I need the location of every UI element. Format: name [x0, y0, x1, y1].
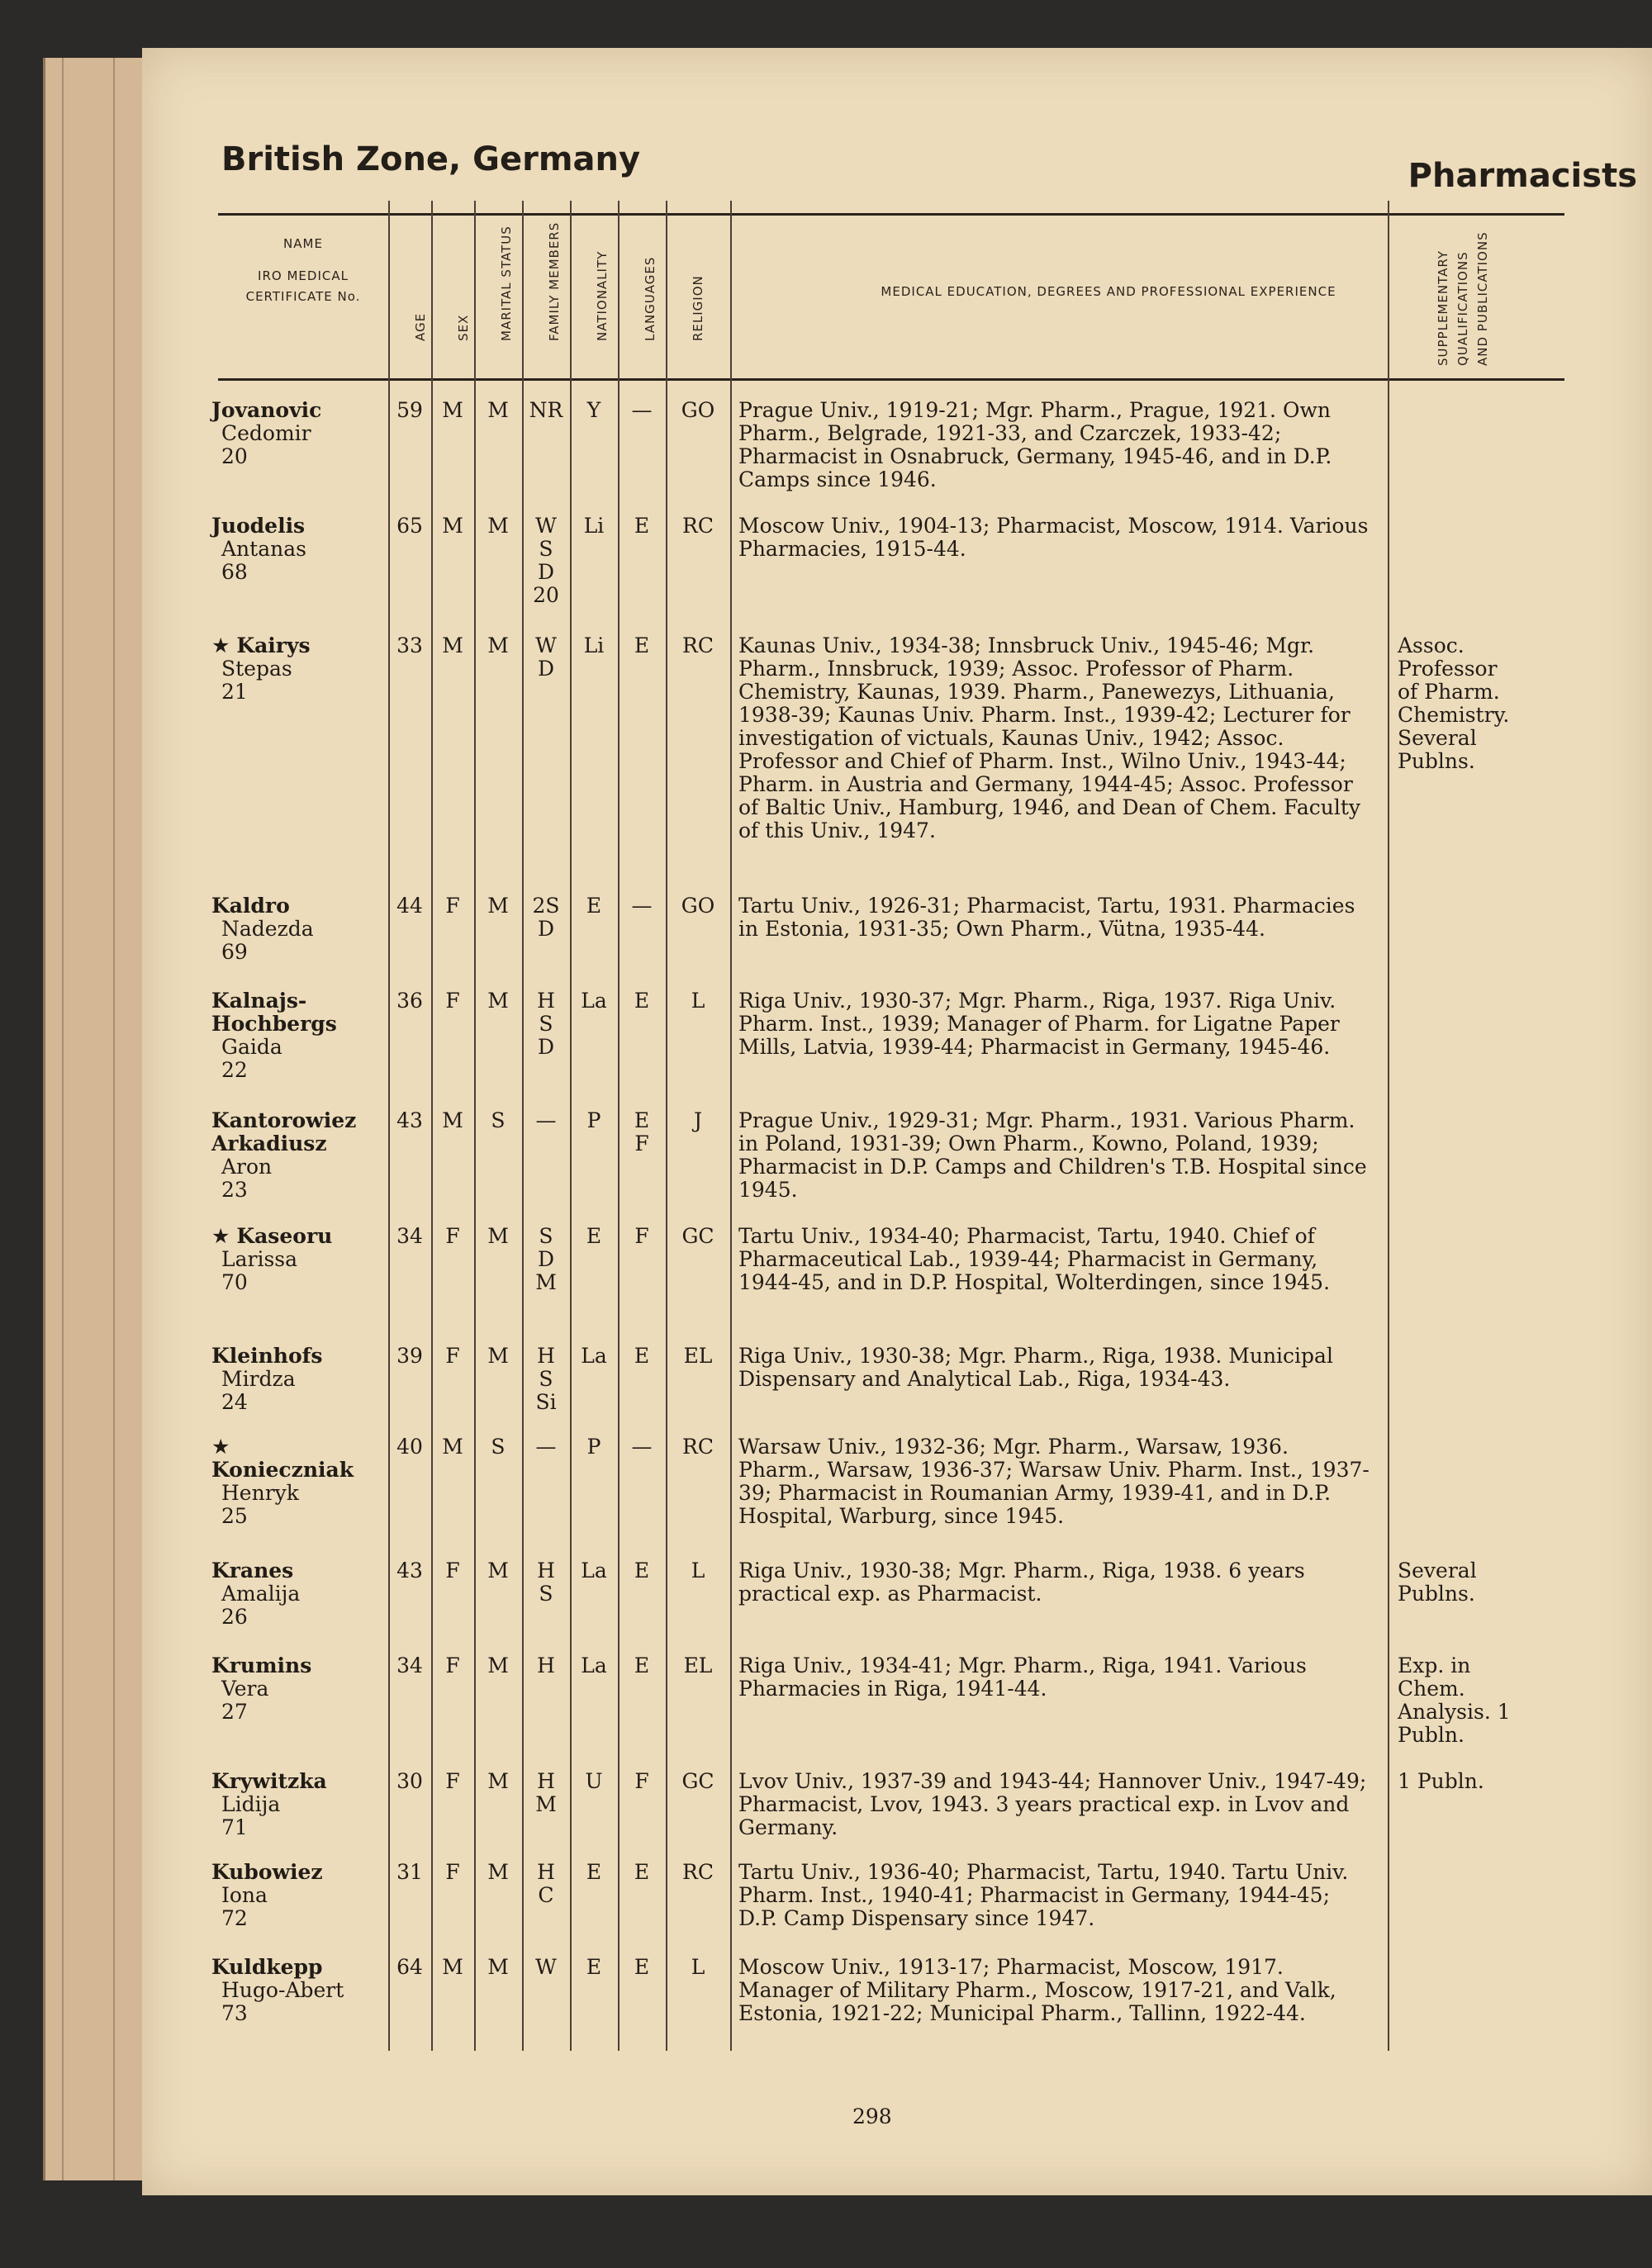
table-row — [142, 1435, 1652, 1559]
family-cell: H S D — [537, 989, 555, 1059]
nationality-cell: Y — [586, 398, 601, 422]
surname: Kaseoru — [236, 1224, 333, 1248]
languages-cell: E — [634, 989, 650, 1013]
languages-cell: F — [634, 1769, 649, 1793]
sex-cell: M — [442, 514, 463, 538]
age-cell: 44 — [396, 894, 423, 918]
surname: Krumins — [211, 1654, 312, 1677]
family-cell: W S D 20 — [533, 514, 559, 607]
family-cell: W — [535, 1955, 557, 1979]
age-cell: 65 — [396, 514, 423, 538]
religion-cell: RC — [682, 1860, 714, 1884]
languages-cell: E — [634, 514, 650, 538]
family-cell: H C — [537, 1860, 555, 1907]
sex-cell: F — [445, 894, 460, 918]
age-cell: 40 — [396, 1435, 423, 1459]
certificate-number: 20 — [221, 444, 248, 468]
family-cell: NR — [529, 398, 563, 422]
given-name: Cedomir — [221, 421, 311, 445]
supp-column-header-2: QUALIFICATIONS — [1455, 251, 1470, 366]
education-cell: Tartu Univ., 1926-31; Pharmacist, Tartu, 1931. Pharmacies in Estonia, 1931-35; Own Pharm., Vütna, 1935-44. — [738, 894, 1355, 941]
education-cell: Moscow Univ., 1904-13; Pharmacist, Moscow, 1914. Various Pharmacies, 1915-44. — [738, 514, 1369, 561]
religion-cell: L — [691, 1955, 705, 1979]
surname: Krywitzka — [211, 1769, 327, 1793]
education-cell: Kaunas Univ., 1934-38; Innsbruck Univ., 1945-46; Mgr. Pharm., Innsbruck, 1939; Assoc. Professor of Pharm. Chemistry, Kaunas, 1939. Pharm., Panewezys, Lithuania, 1938-39; Kaunas Univ. Pharm. Inst., 1939-42; Lecturer for investigation of victuals, Kaunas Univ., 1942; Assoc. Professor and Chief of Pharm. Inst., Wilno Univ., 1943-44; Pharm. in Austria and Germany, 1944-45; Assoc. Professor of Baltic Univ., Hamburg, 1946, and Dean of Chem. Faculty of this Univ., 1947. — [738, 633, 1361, 842]
given-name: Stepas — [221, 657, 292, 681]
supplementary-cell: Exp. in Chem. Analysis. 1 Publn. — [1398, 1654, 1511, 1747]
certificate-number: 71 — [221, 1815, 248, 1839]
age-cell: 30 — [396, 1769, 423, 1793]
star-marker: ★ — [211, 1435, 230, 1459]
sex-cell: F — [445, 989, 460, 1013]
languages-cell: E — [634, 1860, 650, 1884]
name-column-header: NAME IRO MEDICAL CERTIFICATE No. — [245, 236, 361, 304]
languages-cell: — — [631, 894, 653, 918]
education-cell: Riga Univ., 1930-38; Mgr. Pharm., Riga, 1938. Municipal Dispensary and Analytical Lab., Riga, 1934-43. — [738, 1344, 1333, 1391]
name-cell — [211, 894, 377, 964]
family-cell: — — [535, 1435, 557, 1459]
surname: Kleinhofs — [211, 1344, 323, 1368]
certificate-number: 25 — [221, 1504, 248, 1528]
star-marker: ★ — [211, 633, 230, 657]
nationality-cell: E — [586, 1955, 602, 1979]
surname: Kantorowiez Arkadiusz — [211, 1108, 357, 1155]
certificate-number: 68 — [221, 560, 248, 584]
certificate-number: 69 — [221, 940, 248, 964]
education-cell: Warsaw Univ., 1932-36; Mgr. Pharm., Warsaw, 1936. Pharm., Warsaw, 1936-37; Warsaw Univ. Pharm. Inst., 1937-39; Pharmacist in Roumanian Army, 1939-41, and in D.P. Hospital, Warburg, since 1945. — [738, 1435, 1370, 1528]
religion-cell: GC — [681, 1769, 714, 1793]
nationality-column-header: NATIONALITY — [595, 250, 610, 341]
name-cell — [211, 399, 377, 468]
age-cell: 43 — [396, 1559, 423, 1582]
marital-cell: M — [487, 1344, 509, 1368]
education-cell: Lvov Univ., 1937-39 and 1943-44; Hannover Univ., 1947-49; Pharmacist, Lvov, 1943. 3 years practical exp. in Lvov and Germany. — [738, 1769, 1367, 1839]
name-cell — [211, 1559, 377, 1629]
sex-cell: F — [445, 1769, 460, 1793]
surname: Jovanovic — [211, 398, 322, 422]
religion-cell: EL — [683, 1654, 713, 1677]
certificate-number: 73 — [221, 2001, 248, 2025]
religion-cell: GC — [681, 1224, 714, 1248]
page-number: 298 — [852, 2104, 892, 2128]
name-cell — [211, 1109, 377, 1202]
table-row — [142, 515, 1652, 634]
languages-cell: E — [634, 1654, 650, 1677]
nationality-cell: E — [586, 1224, 602, 1248]
certificate-number: 27 — [221, 1700, 248, 1724]
languages-cell: — — [631, 398, 653, 422]
age-cell: 31 — [396, 1860, 423, 1884]
supplementary-cell: Assoc. Professor of Pharm. Chemistry. Several Publns. — [1398, 633, 1510, 773]
table-row — [142, 1770, 1652, 1861]
religion-column-header: RELIGION — [691, 275, 705, 341]
religion-cell: EL — [683, 1344, 713, 1368]
religion-cell: GO — [681, 894, 715, 918]
languages-cell: E — [634, 633, 650, 657]
religion-cell: RC — [682, 1435, 714, 1459]
marital-cell: M — [487, 1955, 509, 1979]
sex-cell: F — [445, 1860, 460, 1884]
marital-cell: M — [487, 1654, 509, 1677]
certificate-number: 26 — [221, 1605, 248, 1629]
marital-cell: M — [487, 1769, 509, 1793]
certificate-number: 24 — [221, 1390, 248, 1414]
education-cell: Prague Univ., 1929-31; Mgr. Pharm., 1931. Various Pharm. in Poland, 1931-39; Own Pharm., Kowno, Poland, 1939; Pharmacist in D.P. Camps and Children's T.B. Hospital since 1945. — [738, 1108, 1367, 1202]
sex-cell: M — [442, 1955, 463, 1979]
nationality-cell: Li — [583, 633, 605, 657]
languages-column-header: LANGUAGES — [643, 256, 657, 341]
top-rule — [218, 213, 1564, 216]
marital-column-header: MARITAL STATUS — [499, 225, 514, 341]
family-cell: — — [535, 1108, 557, 1132]
nationality-cell: U — [585, 1769, 603, 1793]
religion-cell: J — [693, 1108, 703, 1132]
name-cell — [211, 634, 377, 704]
age-cell: 39 — [396, 1344, 423, 1368]
languages-cell: F — [634, 1224, 649, 1248]
table-row — [142, 399, 1652, 515]
name-cell — [211, 1345, 377, 1414]
languages-cell: — — [631, 1435, 653, 1459]
given-name: Lidija — [221, 1792, 281, 1816]
name-cell — [211, 515, 377, 584]
education-cell: Riga Univ., 1930-37; Mgr. Pharm., Riga, 1937. Riga Univ. Pharm. Inst., 1939; Manager of Pharm. for Ligatne Paper Mills, Latvia, 1939-44; Pharmacist in Germany, 1945-46. — [738, 989, 1340, 1059]
given-name: Larissa — [221, 1247, 298, 1271]
nationality-cell: Li — [583, 514, 605, 538]
table-row — [142, 634, 1652, 894]
name-cell — [211, 1770, 377, 1839]
star-marker: ★ — [211, 1224, 230, 1248]
given-name: Vera — [221, 1677, 269, 1701]
religion-cell: RC — [682, 633, 714, 657]
family-cell: S D M — [535, 1224, 557, 1294]
table-row — [142, 1654, 1652, 1770]
supp-column-header-1: SUPPLEMENTARY — [1436, 250, 1450, 366]
marital-cell: S — [491, 1108, 506, 1132]
sex-cell: F — [445, 1224, 460, 1248]
name-cell — [211, 1956, 377, 2025]
marital-cell: M — [487, 633, 509, 657]
sex-cell: M — [442, 1435, 463, 1459]
languages-cell: E — [634, 1344, 650, 1368]
religion-cell: GO — [681, 398, 715, 422]
nationality-cell: La — [581, 989, 607, 1013]
table-row — [142, 1225, 1652, 1345]
section-title: British Zone, Germany — [221, 140, 641, 178]
nationality-cell: E — [586, 894, 602, 918]
given-name: Hugo-Abert — [221, 1978, 344, 2002]
marital-cell: M — [487, 989, 509, 1013]
supplementary-cell: 1 Publn. — [1398, 1769, 1484, 1793]
certificate-number: 72 — [221, 1906, 248, 1930]
name-cell — [211, 1654, 377, 1724]
table-row — [142, 1109, 1652, 1225]
given-name: Aron — [221, 1155, 273, 1179]
marital-cell: M — [487, 514, 509, 538]
certificate-number: 21 — [221, 680, 248, 704]
marital-cell: M — [487, 1224, 509, 1248]
education-cell: Riga Univ., 1934-41; Mgr. Pharm., Riga, 1941. Various Pharmacies in Riga, 1941-44. — [738, 1654, 1307, 1701]
supp-column-header-3: AND PUBLICATIONS — [1475, 231, 1490, 366]
age-cell: 34 — [396, 1654, 423, 1677]
nationality-cell: E — [586, 1860, 602, 1884]
surname: Kairys — [236, 633, 311, 657]
age-cell: 59 — [396, 398, 423, 422]
family-cell: W D — [535, 633, 557, 681]
surname: Konieczniak — [211, 1458, 354, 1482]
family-cell: H S — [537, 1559, 555, 1606]
languages-cell: E — [634, 1955, 650, 1979]
family-cell: H M — [535, 1769, 557, 1816]
nationality-cell: P — [586, 1435, 601, 1459]
surname: Juodelis — [211, 514, 306, 538]
table-row — [142, 1861, 1652, 1956]
family-column-header: FAMILY MEMBERS — [547, 221, 562, 341]
religion-cell: L — [691, 989, 705, 1013]
table-row — [142, 1559, 1652, 1654]
nationality-cell: La — [581, 1654, 607, 1677]
book-edge — [43, 58, 153, 2180]
age-cell: 33 — [396, 633, 423, 657]
education-cell: Tartu Univ., 1934-40; Pharmacist, Tartu, 1940. Chief of Pharmaceutical Lab., 1939-44; Pharmacist in Germany, 1944-45, and in D.P. Hospital, Wolterdingen, since 1945. — [738, 1224, 1331, 1294]
age-cell: 36 — [396, 989, 423, 1013]
certificate-number: 70 — [221, 1270, 248, 1294]
marital-cell: M — [487, 398, 509, 422]
name-cell — [211, 1435, 377, 1528]
certificate-number: 22 — [221, 1058, 248, 1082]
given-name: Henryk — [221, 1481, 299, 1505]
surname: Kranes — [211, 1559, 294, 1582]
education-cell: Tartu Univ., 1936-40; Pharmacist, Tartu, 1940. Tartu Univ. Pharm. Inst., 1940-41; Pharmacist in Germany, 1944-45; D.P. Camp Dispensary since 1947. — [738, 1860, 1349, 1930]
name-cell — [211, 1225, 377, 1294]
education-cell: Moscow Univ., 1913-17; Pharmacist, Moscow, 1917. Manager of Military Pharm., Moscow, 1917-21, and Valk, Estonia, 1921-22; Municipal Pharm., Tallinn, 1922-44. — [738, 1955, 1336, 2025]
supplementary-cell: Several Publns. — [1398, 1559, 1477, 1606]
category-title: Pharmacists — [1408, 157, 1637, 195]
family-cell: 2S D — [532, 894, 560, 941]
marital-cell: M — [487, 1559, 509, 1582]
sex-cell: F — [445, 1559, 460, 1582]
nationality-cell: La — [581, 1559, 607, 1582]
marital-cell: S — [491, 1435, 506, 1459]
sex-column-header: SEX — [456, 314, 471, 341]
given-name: Gaida — [221, 1035, 282, 1059]
page — [142, 48, 1652, 2195]
table-row — [142, 989, 1652, 1109]
given-name: Amalija — [221, 1582, 301, 1606]
nationality-cell: La — [581, 1344, 607, 1368]
sex-cell: M — [442, 633, 463, 657]
sex-cell: M — [442, 398, 463, 422]
header-rule — [218, 378, 1564, 381]
nationality-cell: P — [586, 1108, 601, 1132]
given-name: Mirdza — [221, 1367, 296, 1391]
family-cell: H — [537, 1654, 555, 1677]
surname: Kuldkepp — [211, 1955, 323, 1979]
religion-cell: L — [691, 1559, 705, 1582]
languages-cell: E — [634, 1559, 650, 1582]
given-name: Iona — [221, 1883, 268, 1907]
family-cell: H S Si — [535, 1344, 557, 1414]
age-cell: 43 — [396, 1108, 423, 1132]
marital-cell: M — [487, 894, 509, 918]
sex-cell: F — [445, 1654, 460, 1677]
education-column-header: MEDICAL EDUCATION, DEGREES AND PROFESSIONAL EXPERIENCE — [881, 284, 1336, 299]
table-row — [142, 894, 1652, 989]
table-row — [142, 1956, 1652, 2121]
age-column-header: AGE — [413, 312, 428, 341]
surname: Kaldro — [211, 894, 290, 918]
religion-cell: RC — [682, 514, 714, 538]
given-name: Antanas — [221, 537, 306, 561]
sex-cell: M — [442, 1108, 463, 1132]
surname: Kalnajs-Hochbergs — [211, 989, 337, 1036]
name-cell — [211, 1861, 377, 1930]
given-name: Nadezda — [221, 917, 314, 941]
age-cell: 64 — [396, 1955, 423, 1979]
table-row — [142, 1345, 1652, 1435]
surname: Kubowiez — [211, 1860, 323, 1884]
name-cell — [211, 989, 377, 1082]
languages-cell: E F — [634, 1108, 650, 1155]
education-cell: Prague Univ., 1919-21; Mgr. Pharm., Prague, 1921. Own Pharm., Belgrade, 1921-33, and Czarczek, 1933-42; Pharmacist in Osnabruck, Germany, 1945-46, and in D.P. Camps since 1946. — [738, 398, 1332, 491]
sex-cell: F — [445, 1344, 460, 1368]
education-cell: Riga Univ., 1930-38; Mgr. Pharm., Riga, 1938. 6 years practical exp. as Pharmacist. — [738, 1559, 1305, 1606]
certificate-number: 23 — [221, 1178, 248, 1202]
age-cell: 34 — [396, 1224, 423, 1248]
marital-cell: M — [487, 1860, 509, 1884]
